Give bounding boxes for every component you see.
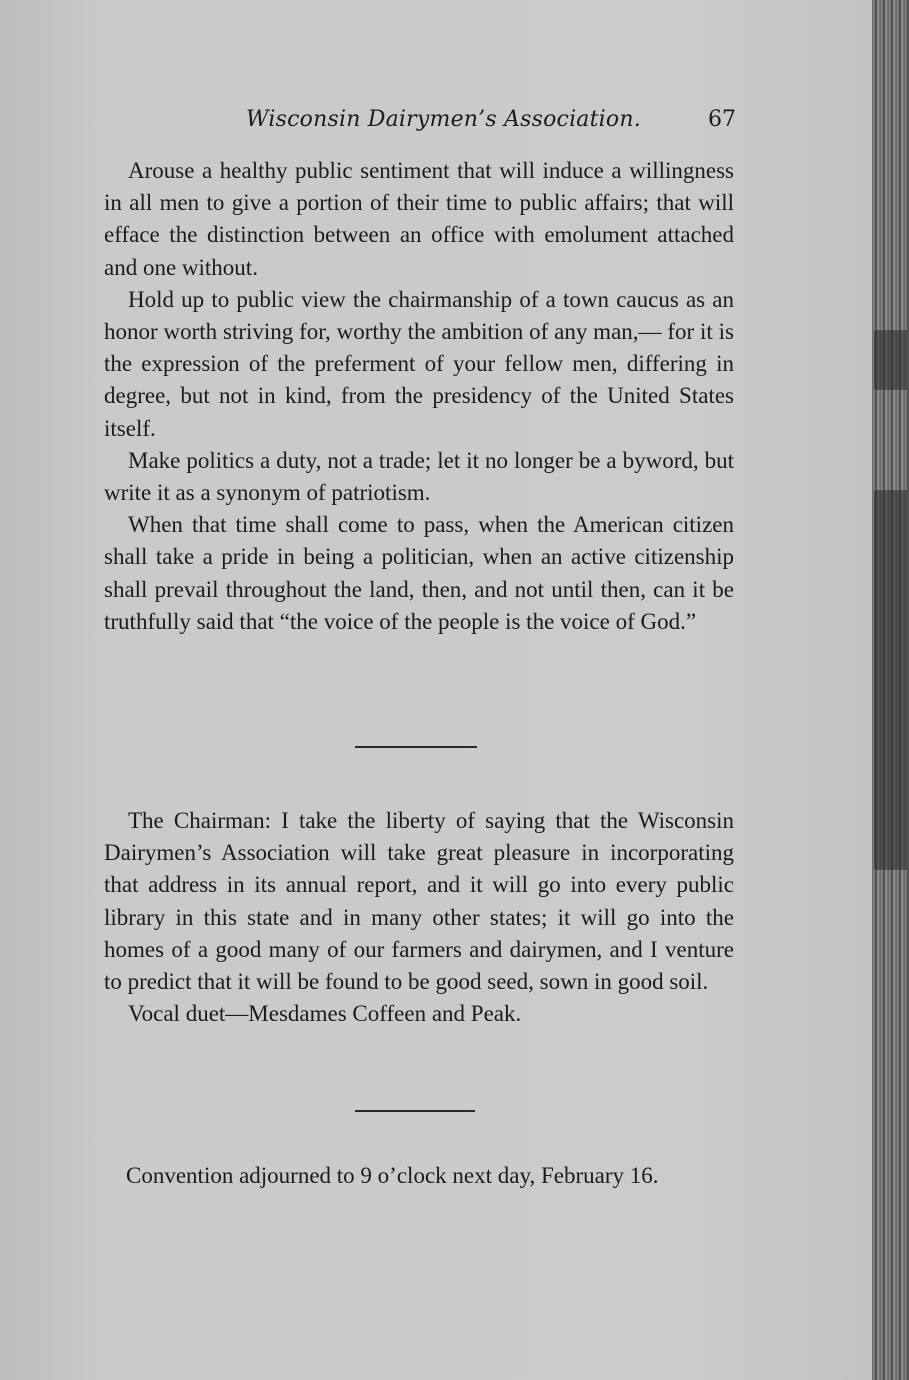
paragraph: Arouse a healthy public sentiment that will induce a willingness in all men to give a portion of their time to public affairs; that will efface the distinction between an office with emolument attached and one without.: [104, 158, 734, 280]
paragraph: The Chairman: I take the liberty of saying that the Wisconsin Dairymen’s Association will take great pleasure in incorporating that address in its annual report, and it will go into every public library in this state and in many other states; it will go into the homes of a good many of our farmers and dairymen, and I venture to predict that it will be found to be good seed, sown in good soil.: [104, 808, 734, 995]
section-divider: [355, 1110, 475, 1112]
section-divider: [355, 746, 477, 748]
body-text-section-2: [104, 805, 734, 1030]
binding-stamp: [874, 490, 907, 870]
paragraph: Make politics a duty, not a trade; let it no longer be a byword, but write it as a synonym of patriotism.: [104, 447, 734, 506]
paragraph: Hold up to public view the chairmanship of a town caucus as an honor worth striving for, worthy the ambition of any man,— for it is the expression of the preferment of your fellow men, differing in degree, but not in kind, from the presidency of the United States itself.: [104, 286, 734, 441]
page-number: 67: [708, 107, 736, 132]
binding-stamp: [874, 330, 907, 390]
body-text-section-1: [104, 155, 734, 638]
closing-line: Convention adjourned to 9 o’clock next day, February 16.: [126, 1163, 659, 1188]
page-header: [104, 104, 736, 136]
paragraph: When that time shall come to pass, when the American citizen shall take a pride in being a politician, when an active citizenship shall prevail throughout the land, then, and not until then, can it be truthfully said that “the voice of the people is the voice of God.”: [104, 512, 734, 634]
paragraph: Vocal duet—Mesdames Coffeen and Peak.: [128, 1001, 522, 1027]
running-head-title: Wisconsin Dairymen’s Association.: [246, 107, 641, 132]
